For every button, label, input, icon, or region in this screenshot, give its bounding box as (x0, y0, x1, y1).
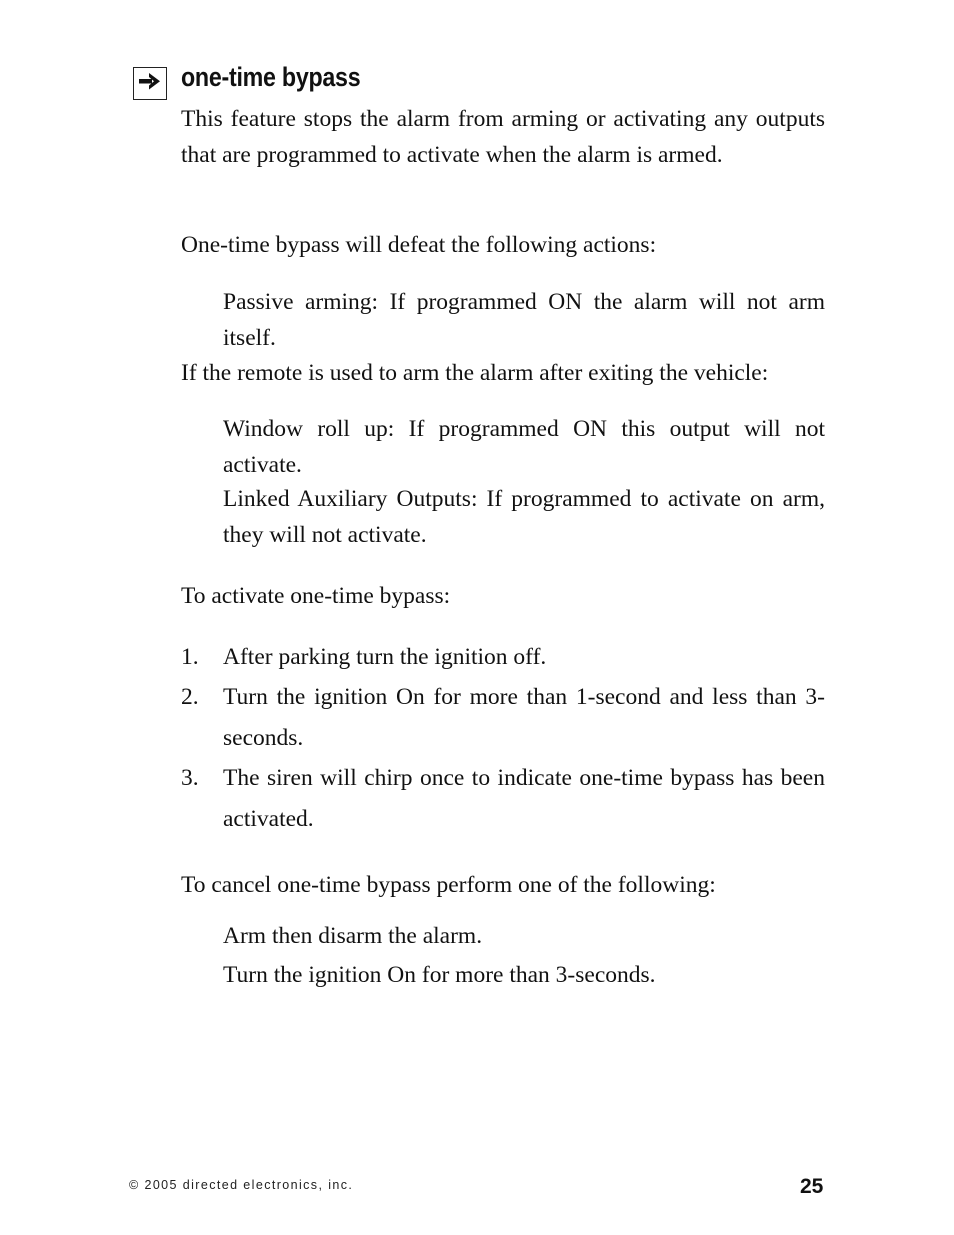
step-number: 2. (181, 684, 199, 710)
step-text: Turn the ignition On for more than 1-second and less than 3-seconds. (223, 684, 825, 751)
activate-lead-text: To activate one-time bypass: (181, 583, 451, 609)
window-roll-up-item: Window roll up: If programmed ON this output will not activate. (223, 416, 825, 478)
linked-aux-item: Linked Auxiliary Outputs: If programmed to activate on arm, they will not activate. (223, 486, 825, 548)
remote-lead-text: If the remote is used to arm the alarm after exiting the vehicle: (181, 360, 769, 386)
footer-copyright: © 2005 directed electronics, inc. (129, 1178, 354, 1192)
right-arrow-icon (138, 72, 162, 95)
section-heading: one-time bypass (181, 62, 361, 92)
step-number: 3. (181, 765, 199, 791)
page-number: 25 (800, 1175, 824, 1198)
step-text: After parking turn the ignition off. (223, 644, 547, 670)
step-number: 1. (181, 644, 199, 670)
cancel-option-item: Arm then disarm the alarm. (223, 923, 483, 949)
defeats-lead-text: One-time bypass will defeat the following actions: (181, 232, 657, 258)
step-text: The siren will chirp once to indicate one-time bypass has been activated. (223, 765, 825, 832)
cancel-option-item: Turn the ignition On for more than 3-seconds. (223, 962, 656, 988)
passive-arming-item: Passive arming: If programmed ON the alarm will not arm itself. (223, 289, 825, 351)
section-marker (133, 67, 167, 100)
intro-paragraph: This feature stops the alarm from arming or activating any outputs that are programmed to activate when the alarm is armed. (181, 106, 825, 168)
cancel-lead-text: To cancel one-time bypass perform one of the following: (181, 872, 716, 898)
